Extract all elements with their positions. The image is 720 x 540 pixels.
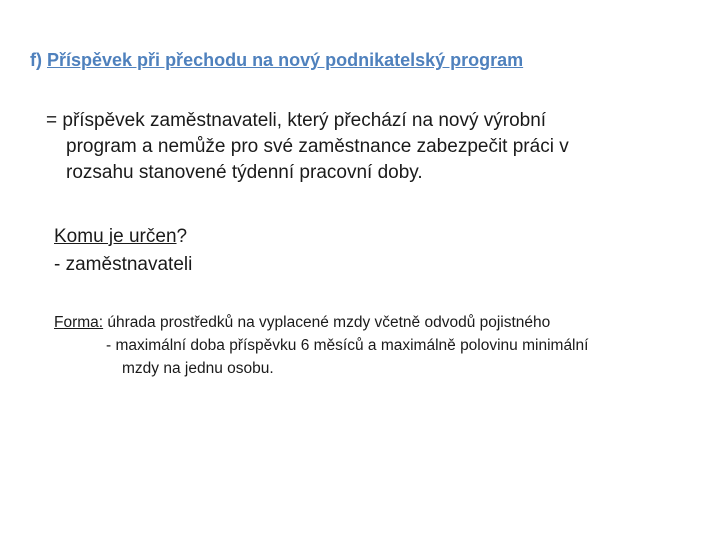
form-line-2: - maximální doba příspěvku 6 měsíců a maximálně polovinu minimální xyxy=(106,337,589,354)
recipient-question-text: Komu je určen xyxy=(54,226,177,247)
recipient-question-mark: ? xyxy=(176,226,188,247)
title-prefix: f) xyxy=(30,50,47,70)
form-line-1-text: úhrada prostředků na vyplacené mzdy včetně odvodů pojistného xyxy=(103,314,551,331)
definition-line-1: = příspěvek zaměstnavateli, který přechází na nový výrobní xyxy=(46,110,547,131)
definition-block xyxy=(46,108,686,186)
form-line-1 xyxy=(54,311,694,334)
form-line-3: mzdy na jednu osobu. xyxy=(122,360,274,377)
form-block xyxy=(54,311,694,380)
definition-line-2: program a nemůže pro své zaměstnance zabezpečit práci v xyxy=(66,136,569,157)
recipient-block xyxy=(54,223,192,279)
recipient-question xyxy=(54,223,192,251)
title-text: Příspěvek při přechodu na nový podnikatelský program xyxy=(47,50,524,70)
recipient-answer: - zaměstnavateli xyxy=(54,254,193,275)
slide-title xyxy=(30,50,523,71)
form-label: Forma: xyxy=(54,314,104,331)
definition-line-3: rozsahu stanovené týdenní pracovní doby. xyxy=(66,162,423,183)
